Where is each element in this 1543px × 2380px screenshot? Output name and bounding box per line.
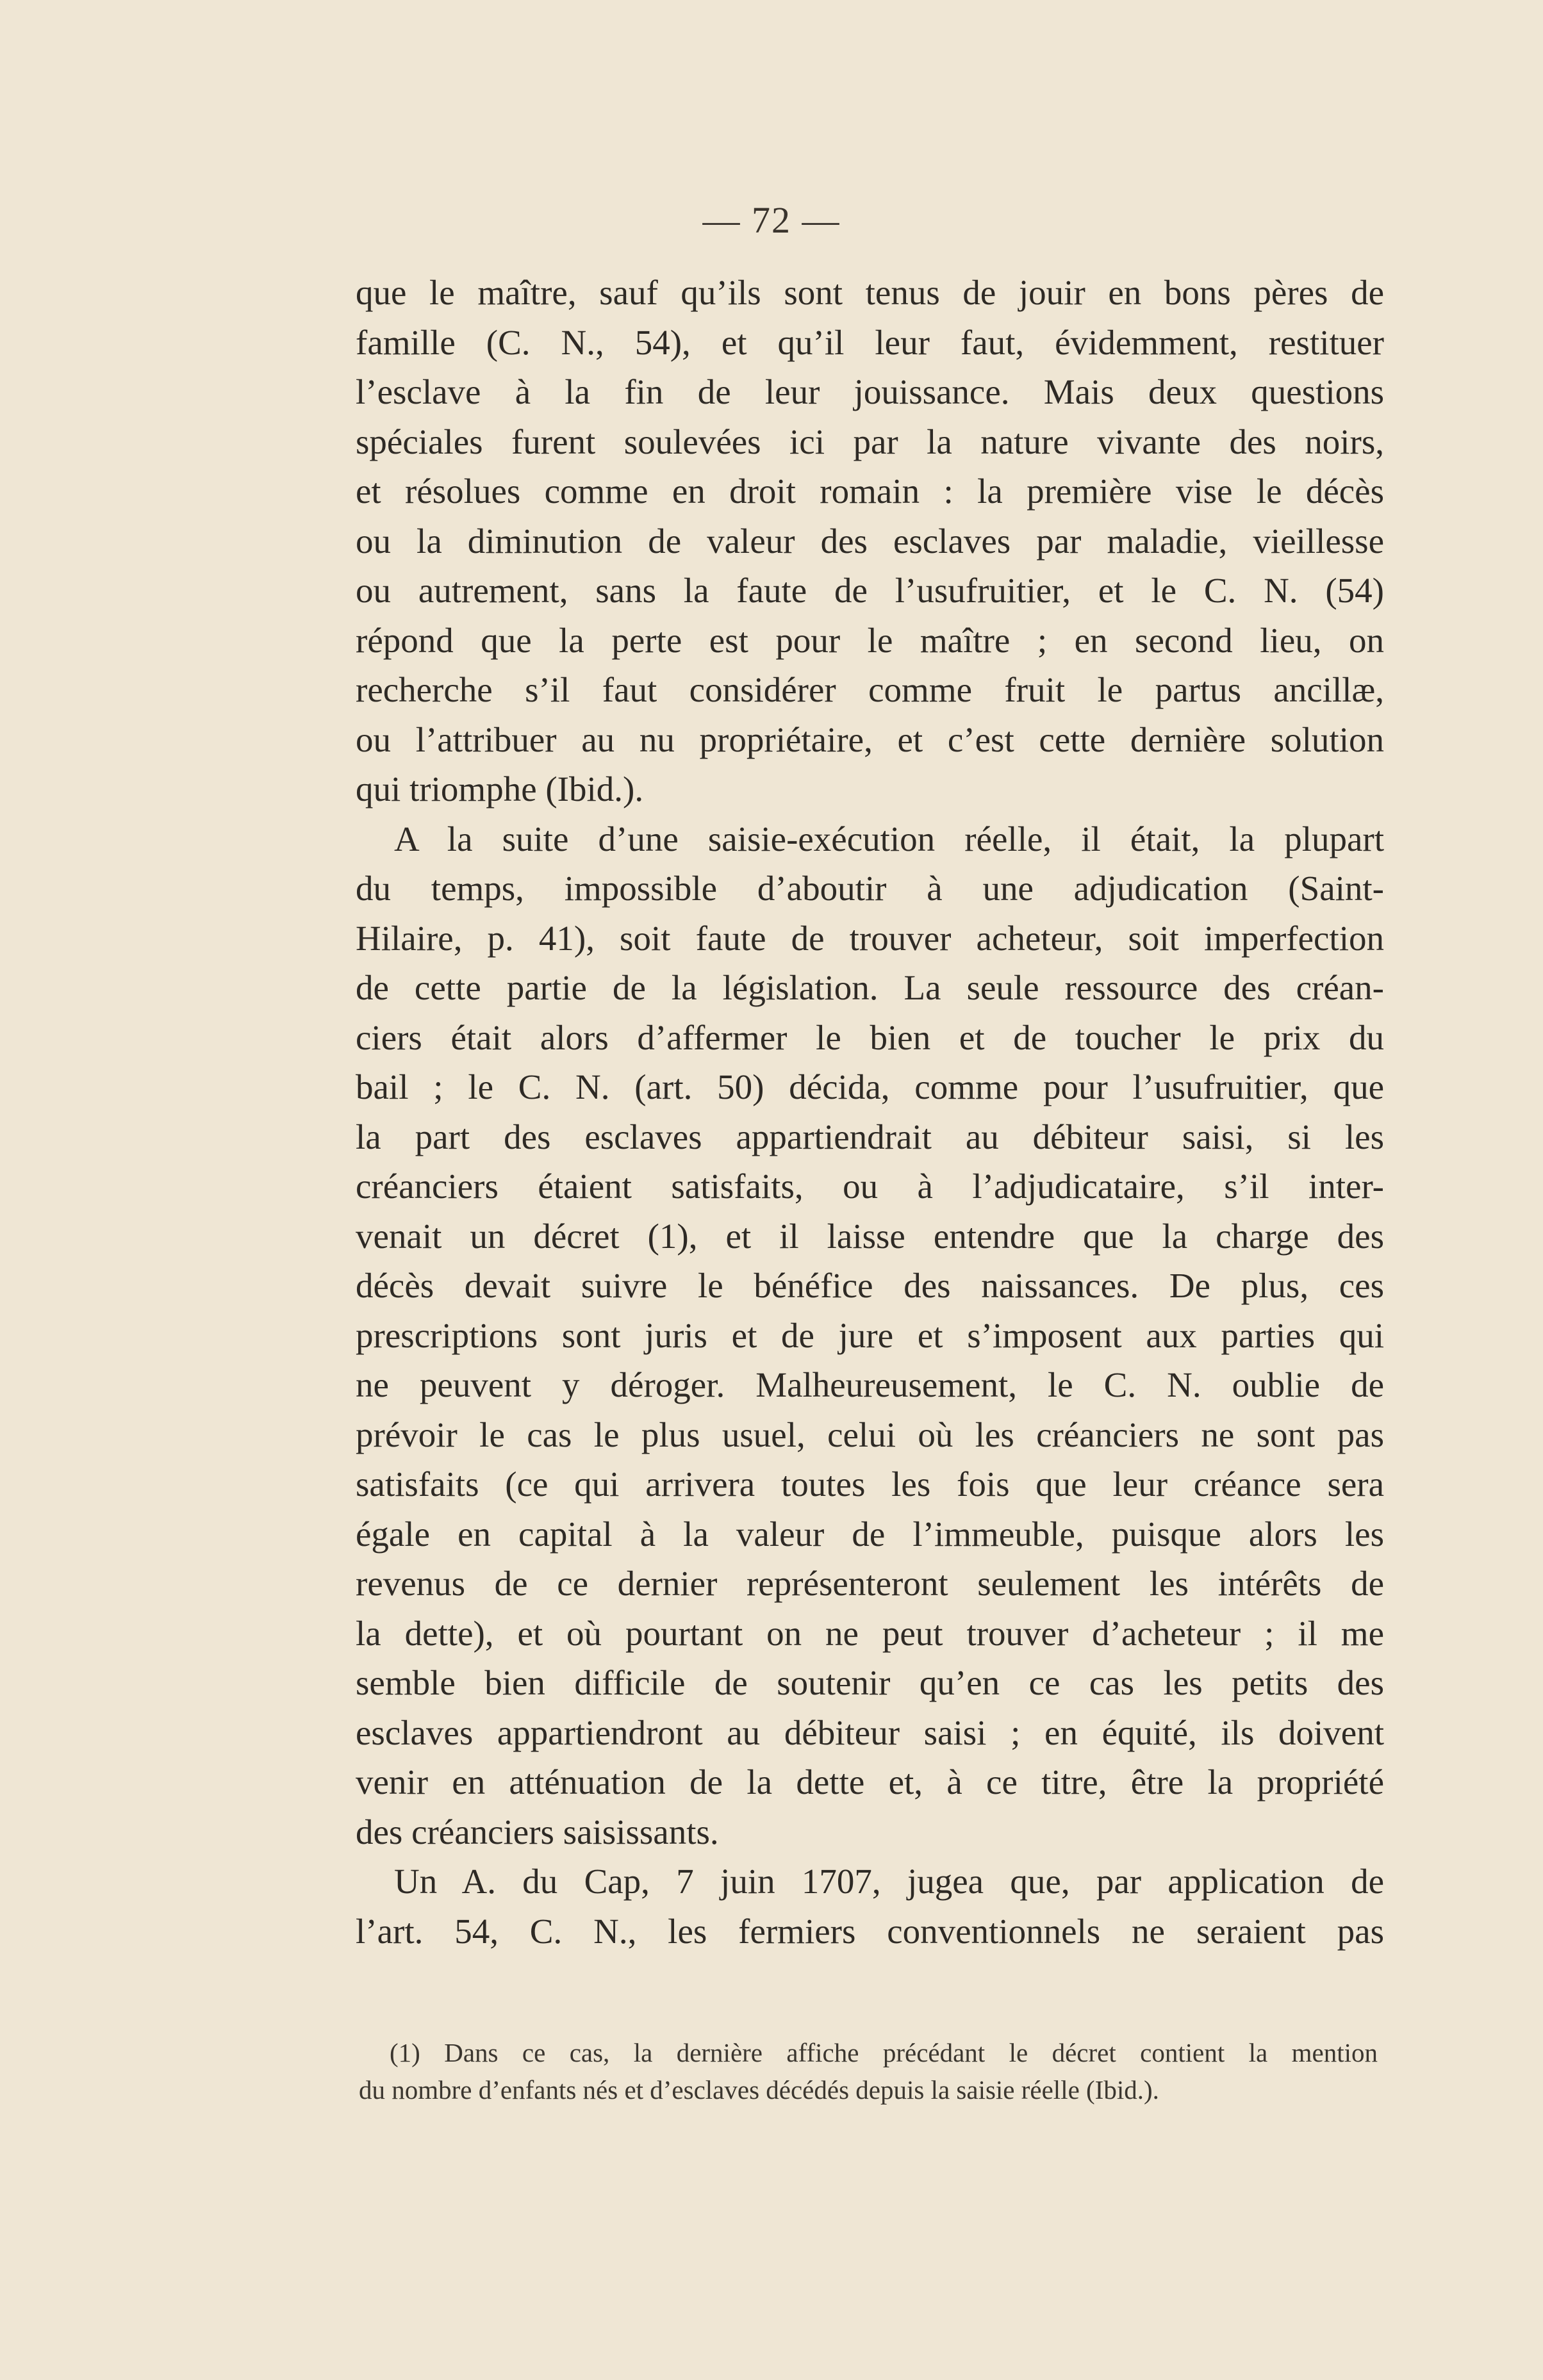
text-line: ou la diminution de valeur des esclaves par maladie, vieillesse <box>356 521 1384 561</box>
page-number: — 72 — <box>702 199 841 241</box>
text-line: prescriptions sont juris et de jure et s’imposent aux parties qui <box>356 1315 1384 1355</box>
text-line: des créanciers saisissants. <box>356 1812 719 1851</box>
text-line: la part des esclaves appartiendrait au débiteur saisi, si les <box>356 1117 1384 1156</box>
text-line: que le maître, sauf qu’ils sont tenus de jouir en bons pères de <box>356 273 1384 312</box>
text-line: décès devait suivre le bénéfice des naissances. De plus, ces <box>356 1266 1384 1305</box>
text-line: semble bien difficile de soutenir qu’en ce cas les petits des <box>356 1663 1384 1702</box>
text-line: famille (C. N., 54), et qu’il leur faut, évidemment, restituer <box>356 322 1384 362</box>
text-line: recherche s’il faut considérer comme fruit le partus ancillæ, <box>356 670 1384 709</box>
text-line: Hilaire, p. 41), soit faute de trouver acheteur, soit imperfection <box>356 918 1384 958</box>
text-line: qui triomphe (Ibid.). <box>356 769 644 808</box>
text-line: créanciers étaient satisfaits, ou à l’adjudicataire, s’il inter- <box>356 1167 1384 1206</box>
body-text <box>356 268 1384 1956</box>
text-line: égale en capital à la valeur de l’immeuble, puisque alors les <box>356 1514 1384 1554</box>
text-line: ciers était alors d’affermer le bien et de toucher le prix du <box>356 1017 1384 1057</box>
text-line: spéciales furent soulevées ici par la nature vivante des noirs, <box>356 422 1384 461</box>
footnote-line: (1) Dans ce cas, la dernière affiche précédant le décret contient la mention <box>390 2038 1378 2067</box>
text-line: et résolues comme en droit romain : la première vise le décès <box>356 472 1384 511</box>
text-line: ou autrement, sans la faute de l’usufruitier, et le C. N. (54) <box>356 571 1384 610</box>
text-line: esclaves appartiendront au débiteur saisi ; en équité, ils doivent <box>356 1712 1384 1752</box>
text-line: ou l’attribuer au nu propriétaire, et c’est cette dernière solution <box>356 719 1384 759</box>
text-line: venir en atténuation de la dette et, à ce titre, être la propriété <box>356 1762 1384 1801</box>
text-line: l’esclave à la fin de leur jouissance. Mais deux questions <box>356 372 1384 411</box>
text-line: A la suite d’une saisie-exécution réelle, il était, la plupart <box>394 819 1384 858</box>
text-line: revenus de ce dernier représenteront seulement les intérêts de <box>356 1564 1384 1603</box>
text-line: ne peuvent y déroger. Malheureusement, le C. N. oublie de <box>356 1365 1384 1404</box>
footnote <box>359 2034 1378 2108</box>
text-line: répond que la perte est pour le maître ; en second lieu, on <box>356 620 1384 660</box>
text-line: satisfaits (ce qui arrivera toutes les fois que leur créance sera <box>356 1465 1384 1504</box>
text-line: venait un décret (1), et il laisse entendre que la charge des <box>356 1216 1384 1256</box>
text-line: Un A. du Cap, 7 juin 1707, jugea que, par application de <box>394 1862 1384 1901</box>
text-line: la dette), et où pourtant on ne peut trouver d’acheteur ; il me <box>356 1613 1384 1653</box>
text-line: l’art. 54, C. N., les fermiers conventionnels ne seraient pas <box>356 1911 1384 1951</box>
text-line: prévoir le cas le plus usuel, celui où les créanciers ne sont pas <box>356 1415 1384 1454</box>
footnote-line: du nombre d’enfants nés et d’esclaves décédés depuis la saisie réelle (Ibid.). <box>359 2075 1159 2105</box>
text-line: bail ; le C. N. (art. 50) décida, comme pour l’usufruitier, que <box>356 1067 1384 1106</box>
text-line: du temps, impossible d’aboutir à une adjudication (Saint- <box>356 869 1384 908</box>
text-line: de cette partie de la législation. La seule ressource des créan- <box>356 968 1384 1007</box>
